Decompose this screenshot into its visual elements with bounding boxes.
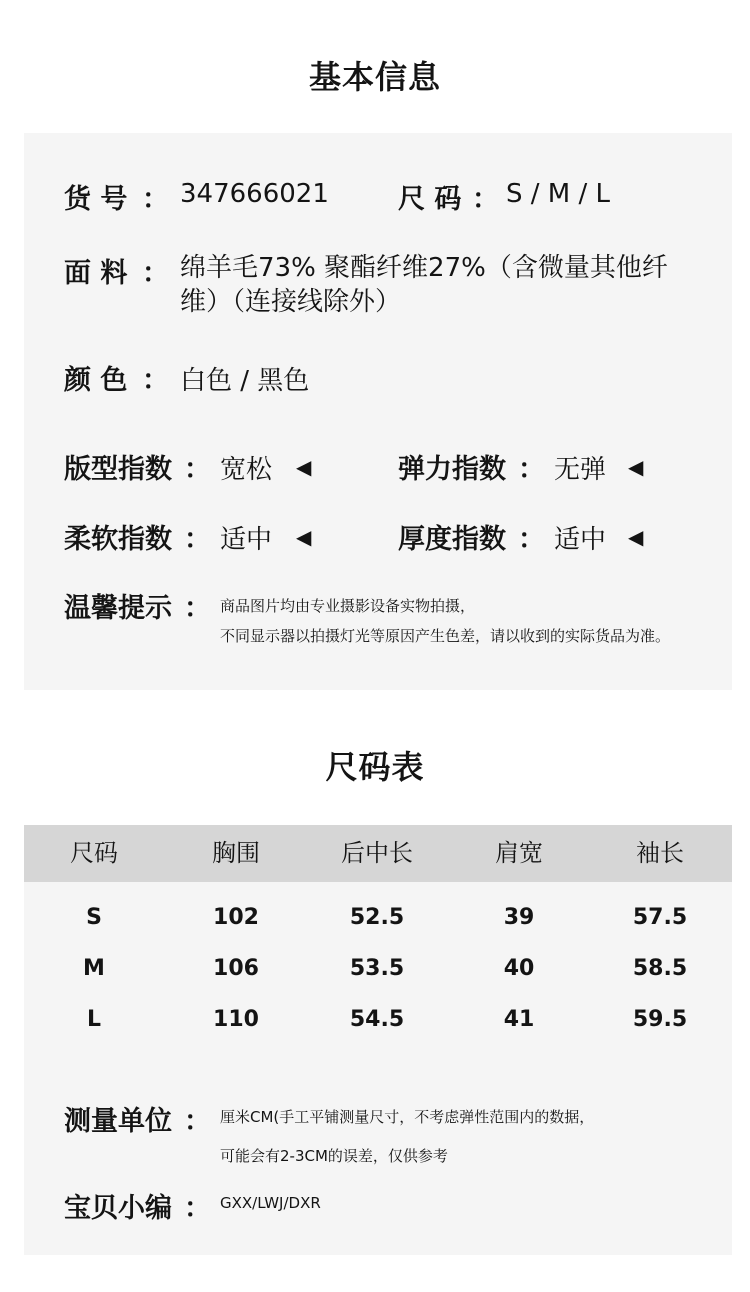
colon: ： xyxy=(142,184,169,215)
table-cell: 59.5 xyxy=(632,1007,688,1032)
table-cell: L xyxy=(86,1007,102,1032)
colon: ： xyxy=(518,454,545,485)
editor-label: 宝贝小编 xyxy=(64,1193,172,1224)
colon: ： xyxy=(184,593,211,624)
colon: ： xyxy=(142,365,169,396)
table-cell: 106 xyxy=(213,956,259,981)
sku-value: 347666021 xyxy=(180,179,329,209)
table-cell: 53.5 xyxy=(349,956,405,981)
table-cell: 102 xyxy=(213,905,259,930)
fabric-value: 绵羊毛73% 聚酯纤维27%（含微量其他纤维）（连接线除外） xyxy=(180,253,668,317)
fabric-label: 面 料 xyxy=(64,258,128,289)
colon: ： xyxy=(518,524,545,555)
measure-unit-line-1: 厘米CM(手工平铺测量尺寸，不考虑弹性范围内的数据， xyxy=(220,1108,595,1126)
table-cell: 52.5 xyxy=(349,905,405,930)
pointer-arrow-icon: ◀ xyxy=(628,455,644,479)
table-cell: 41 xyxy=(503,1007,535,1032)
thickness-index-value: 适中 xyxy=(554,525,607,555)
header-back-length: 后中长 xyxy=(341,839,413,867)
colon: ： xyxy=(184,454,211,485)
elastic-index-value: 无弹 xyxy=(554,455,607,485)
table-cell: 40 xyxy=(503,956,535,981)
size-label: 尺 码 xyxy=(398,184,462,215)
colon: ： xyxy=(184,1106,211,1137)
header-shoulder: 肩宽 xyxy=(495,839,543,867)
table-cell: S xyxy=(86,905,102,930)
table-cell: M xyxy=(83,956,105,981)
size-chart-panel xyxy=(24,825,732,1255)
colon: ： xyxy=(184,524,211,555)
sku-label: 货 号 xyxy=(64,184,128,215)
table-cell: 39 xyxy=(503,905,535,930)
editor-value: GXX/LWJ/DXR xyxy=(220,1194,321,1212)
colon: ： xyxy=(142,258,169,289)
colon: ： xyxy=(472,184,499,215)
header-chest: 胸围 xyxy=(212,839,260,867)
tip-line-2: 不同显示器以拍摄灯光等原因产生色差，请以收到的实际货品为准。 xyxy=(220,627,671,645)
pointer-arrow-icon: ◀ xyxy=(628,525,644,549)
header-sleeve: 袖长 xyxy=(636,839,684,867)
table-cell: 58.5 xyxy=(632,956,688,981)
tip-label: 温馨提示 xyxy=(64,593,172,624)
fit-index-label: 版型指数 xyxy=(64,454,172,485)
table-cell: 110 xyxy=(213,1007,259,1032)
header-size: 尺码 xyxy=(70,839,118,867)
pointer-arrow-icon: ◀ xyxy=(296,455,312,479)
color-label: 颜 色 xyxy=(64,365,128,396)
pointer-arrow-icon: ◀ xyxy=(296,525,312,549)
measure-unit-label: 测量单位 xyxy=(64,1106,172,1137)
basic-info-panel xyxy=(24,133,732,690)
table-cell: 54.5 xyxy=(349,1007,405,1032)
size-chart-title: 尺码表 xyxy=(325,748,425,786)
measure-unit-line-2: 可能会有2-3CM的误差，仅供参考 xyxy=(220,1147,448,1165)
softness-index-label: 柔软指数 xyxy=(64,524,172,555)
softness-index-value: 适中 xyxy=(220,525,273,555)
elastic-index-label: 弹力指数 xyxy=(398,454,506,485)
colon: ： xyxy=(184,1193,211,1224)
fit-index-value: 宽松 xyxy=(220,455,273,485)
basic-info-title: 基本信息 xyxy=(308,58,441,96)
table-cell: 57.5 xyxy=(632,905,688,930)
size-value: S / M / L xyxy=(506,179,610,209)
tip-line-1: 商品图片均由专业摄影设备实物拍摄， xyxy=(220,597,476,615)
color-value: 白色 / 黑色 xyxy=(180,366,310,396)
size-table-header xyxy=(24,825,732,882)
thickness-index-label: 厚度指数 xyxy=(398,524,506,555)
